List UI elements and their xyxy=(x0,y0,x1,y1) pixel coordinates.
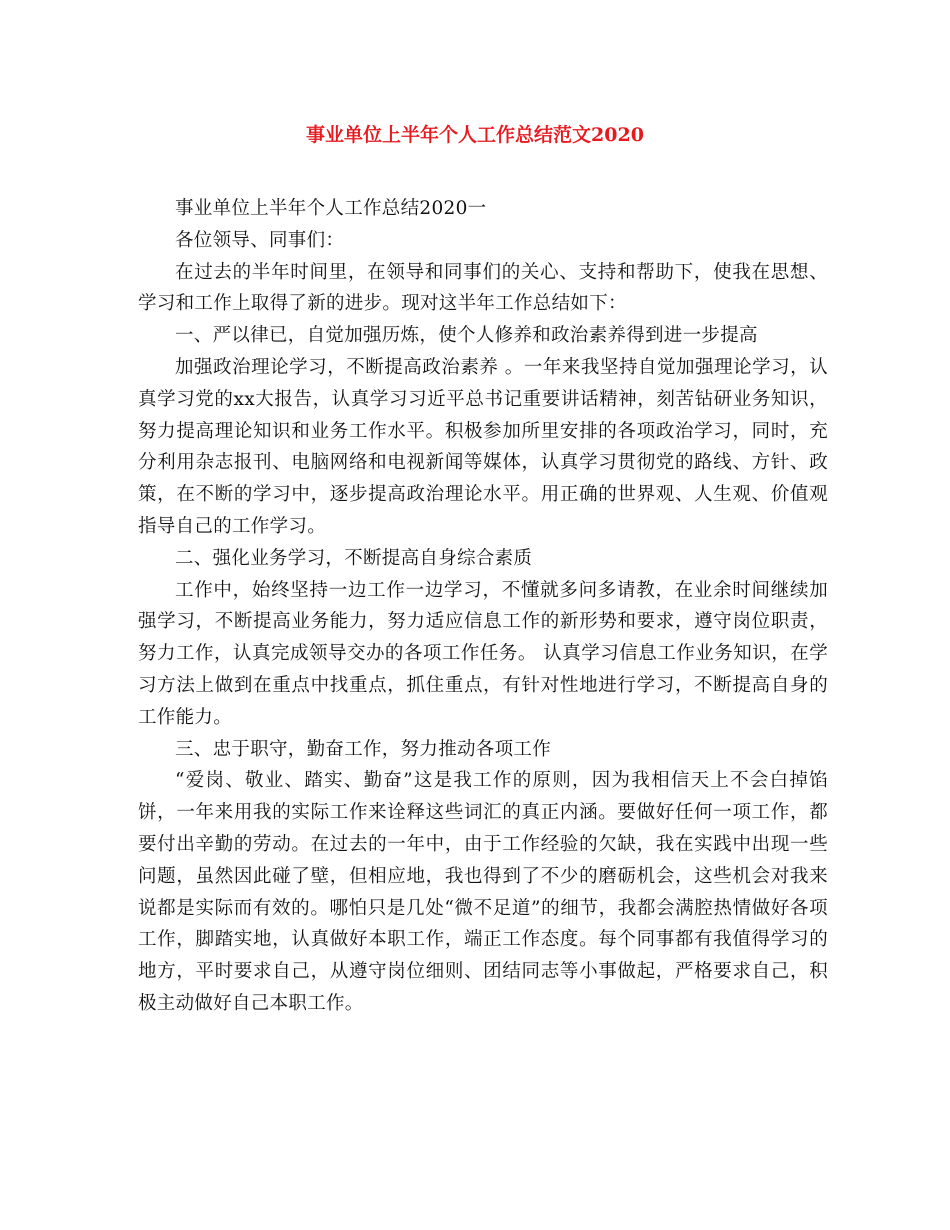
paragraph-subtitle: 事业单位上半年个人工作总结2020一 xyxy=(175,198,487,219)
paragraph-salutation: 各位领导、同事们： xyxy=(175,229,345,251)
paragraph-section-3: “爱岗、敬业、踏实、勤奋”这是我工作的原则，因为我相信天上不会白掉馅饼，一年来用我的实际工作来诠释这些词汇的真正内涵。要做好任何一项工作，都要付出辛勤的劳动。在过去的一年中，由于工作经验的欠缺，我在实践中出现一些问题，虽然因此碰了壁，但相应地，我也得到了不少的磨砺机会，这些机会对我来说都是实际而有效的。哪怕只是几处“微不足道”的细节，我都会满腔热情做好各项工作，脚踏实地，认真做好本职工作，端正工作态度。每个同事都有我值得学习的地方，平时要求自己，从遵守岗位细则、团结同志等小事做起，严格要求自己，积极主动做好自己本职工作。 xyxy=(138,770,828,1014)
section-heading-2: 二、强化业务学习，不断提高自身综合素质 xyxy=(175,547,533,569)
paragraph-section-1: 加强政治理论学习，不断提高政治素养 。一年来我坚持自觉加强理论学习，认真学习党的xx大报告，认真学习习近平总书记重要讲话精神，刻苦钻研业务知识，努力提高理论知识和业务工作水平。积极参加所里安排的各项政治学习，同时，充分利用杂志报刊、电脑网络和电视新闻等媒体，认真学习贯彻党的路线、方针、政策，在不断的学习中，逐步提高政治理论水平。用正确的世界观、人生观、价值观指导自己的工作学习。 xyxy=(138,356,828,537)
document-body xyxy=(138,193,828,1020)
paragraph-intro: 在过去的半年时间里，在领导和同事们的关心、支持和帮助下，使我在思想、学习和工作上取得了新的进步。现对这半年工作总结如下： xyxy=(138,261,828,315)
section-heading-1: 一、严以律已，自觉加强历炼，使个人修养和政治素养得到进一步提高 xyxy=(175,325,758,347)
document-title: 事业单位上半年个人工作总结范文2020 xyxy=(306,124,644,146)
section-heading-3: 三、忠于职守，勤奋工作，努力推动各项工作 xyxy=(175,738,552,760)
paragraph-section-2: 工作中，始终坚持一边工作一边学习，不懂就多问多请教，在业余时间继续加强学习，不断提高业务能力，努力适应信息工作的新形势和要求，遵守岗位职责，努力工作，认真完成领导交办的各项工作任务。 认真学习信息工作业务知识，在学习方法上做到在重点中找重点，抓住重点，有针对性地进行学习，不断提高自身的工作能力。 xyxy=(138,579,828,728)
